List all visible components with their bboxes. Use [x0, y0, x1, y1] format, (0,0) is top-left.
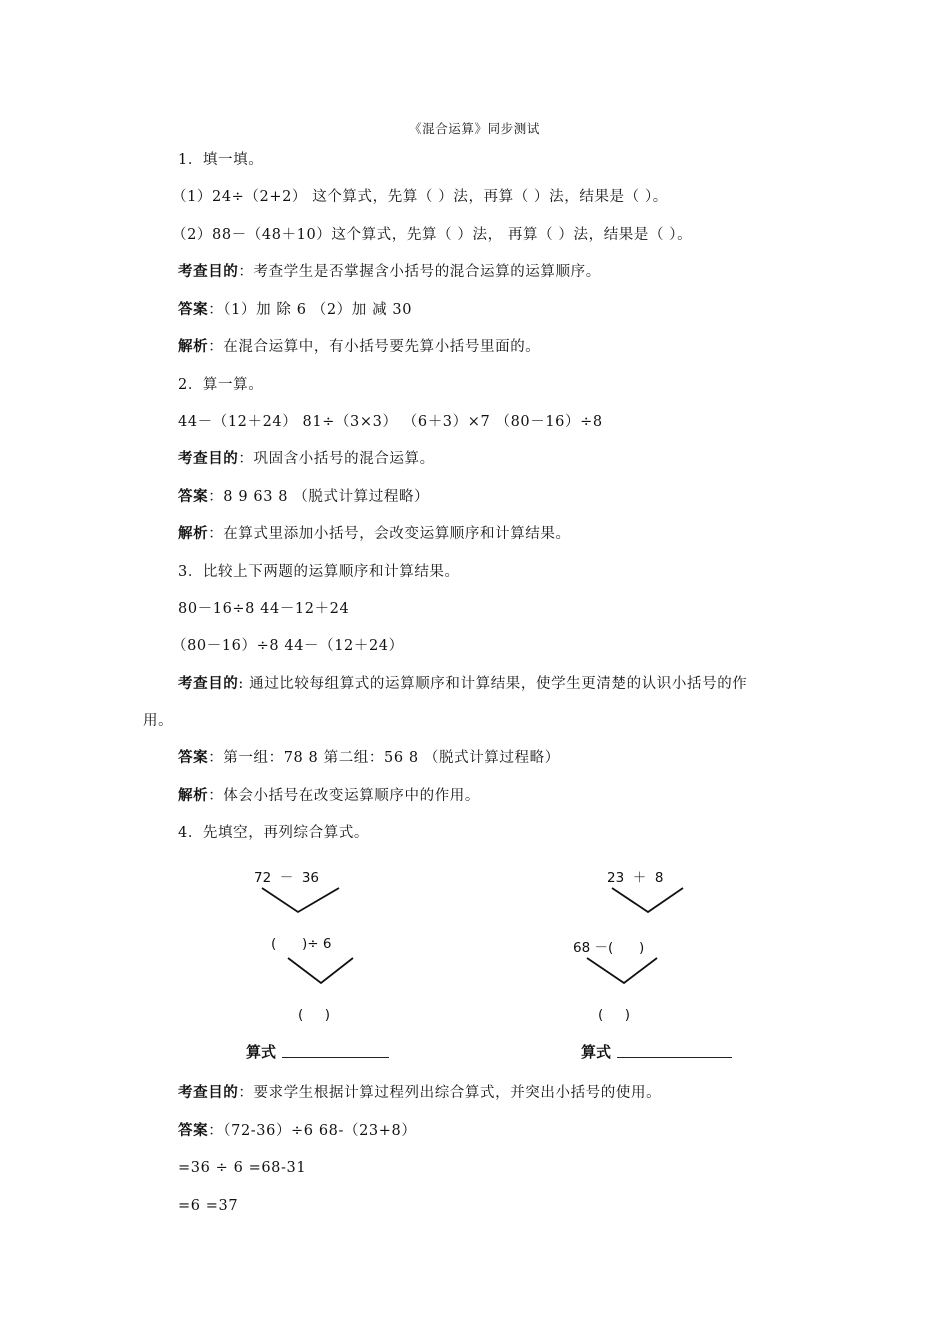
q3-heading: 3．比较上下两题的运算顺序和计算结果。	[178, 564, 460, 580]
analysis-text: ：体会小括号在改变运算顺序中的作用。	[208, 788, 481, 804]
answer-text: ：（1）加 除 6 （2）加 减 30	[208, 302, 413, 318]
page-title: 《混合运算》同步测试	[409, 121, 541, 136]
answer-text: ：第一组：78 8 第二组：56 8 （脱式计算过程略）	[208, 750, 560, 766]
q2-expressions: 44－（12＋24） 81÷（3×3） （6＋3）×7 （80－16）÷8	[178, 414, 603, 430]
right-bottom-blank: ( )	[598, 1007, 630, 1023]
analysis-label: 解析	[178, 788, 209, 804]
q1-item-2: （2）88－（48＋10）这个算式，先算（ ）法， 再算（ ）法，结果是（ ）。	[172, 227, 693, 243]
analysis-label: 解析	[178, 339, 209, 355]
q3-line-2: （80－16）÷8 44－（12＋24）	[172, 638, 404, 654]
purpose-label: 考查目的	[178, 676, 239, 692]
q4-answer	[178, 1121, 416, 1141]
q1-item-1: （1）24÷（2+2） 这个算式，先算（ ）法，再算（ ）法，结果是（ ）。	[172, 189, 668, 205]
left-bottom-blank: ( )	[298, 1007, 330, 1023]
right-formula-blank	[617, 1057, 732, 1058]
q1-heading: 1．填一填。	[178, 152, 264, 168]
answer-text: ：（72-36）÷6 68-（23+8）	[208, 1123, 417, 1139]
purpose-text: : 通过比较每组算式的运算顺序和计算结果，使学生更清楚的认识小括号的作	[238, 676, 748, 692]
left-formula-label: 算式	[246, 1043, 277, 1061]
q4-purpose	[178, 1083, 661, 1103]
purpose-text: ：巩固含小括号的混合运算。	[238, 451, 435, 467]
answer-label: 答案	[178, 302, 209, 318]
right-middle-expression: 68 －( )	[573, 940, 645, 956]
left-middle-expression: ( )÷ 6	[271, 936, 332, 952]
purpose-label: 考查目的	[178, 1085, 239, 1101]
right-formula-label: 算式	[581, 1043, 612, 1061]
q3-purpose-continued: 用。	[143, 713, 174, 729]
purpose-label: 考查目的	[178, 264, 239, 280]
left-top-expression: 72 － 36	[254, 870, 320, 886]
answer-label: 答案	[178, 489, 209, 505]
purpose-text: ：考查学生是否掌握含小括号的混合运算的运算顺序。	[238, 264, 601, 280]
q3-line-1: 80－16÷8 44－12＋24	[178, 601, 350, 617]
answer-text: ：8 9 63 8 （脱式计算过程略）	[208, 489, 430, 505]
purpose-text: ：要求学生根据计算过程列出综合算式，并突出小括号的使用。	[238, 1085, 662, 1101]
analysis-text: ：在算式里添加小括号，会改变运算顺序和计算结果。	[208, 526, 571, 542]
analysis-text: ：在混合运算中，有小括号要先算小括号里面的。	[208, 339, 541, 355]
answer-label: 答案	[178, 750, 209, 766]
q4-answer-line-2: =36 ÷ 6 =68-31	[178, 1160, 307, 1176]
q4-heading: 4．先填空，再列综合算式。	[178, 825, 370, 841]
analysis-label: 解析	[178, 526, 209, 542]
answer-label: 答案	[178, 1123, 209, 1139]
right-top-expression: 23 ＋ 8	[607, 870, 664, 886]
q4-answer-line-3: =6 =37	[178, 1198, 239, 1214]
q2-heading: 2．算一算。	[178, 377, 264, 393]
purpose-label: 考查目的	[178, 451, 239, 467]
